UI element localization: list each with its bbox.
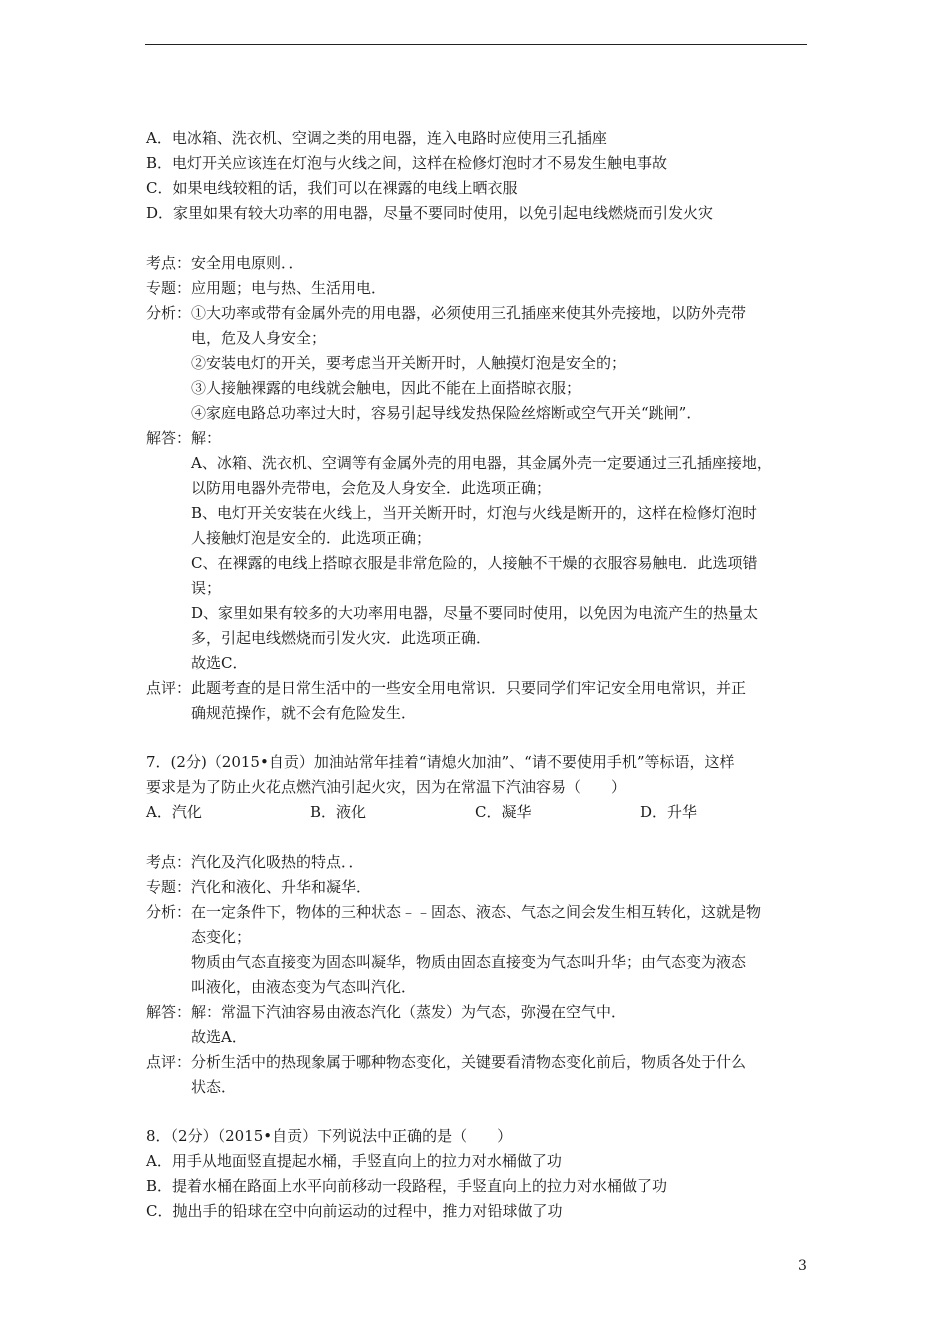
q6-jieda-line: 人接触灯泡是安全的．此选项正确； xyxy=(191,529,432,547)
header-rule xyxy=(145,44,807,45)
q6-option-c: C．如果电线较粗的话，我们可以在裸露的电线上晒衣服 xyxy=(146,179,518,197)
q6-jieda-head: 解答：解： xyxy=(146,429,222,447)
q7-option-a: A．汽化 xyxy=(146,803,202,821)
q7-fenxi-line: 物质由气态直接变为固态叫凝华，物质由固态直接变为气态叫升华；由气态变为液态 xyxy=(191,953,747,971)
q6-jieda-line: C、在裸露的电线上搭晾衣服是非常危险的，人接触不干燥的衣服容易触电．此选项错 xyxy=(191,554,758,572)
q6-fenxi-line: 电，危及人身安全； xyxy=(191,329,327,347)
q7-dianping-line: 点评：分析生活中的热现象属于哪种物态变化，关键要看清物态变化前后，物质各处于什么 xyxy=(146,1053,747,1071)
q6-jieda-line: B、电灯开关安装在火线上，当开关断开时，灯泡与火线是断开的，这样在检修灯泡时 xyxy=(191,504,758,522)
q7-stem-line: 要求是为了防止火花点燃汽油引起火灾，因为在常温下汽油容易（ ） xyxy=(146,778,627,796)
q6-kaodian: 考点：安全用电原则．． xyxy=(146,254,304,272)
q8-option-c: C．抛出手的铅球在空中向前运动的过程中，推力对铅球做了功 xyxy=(146,1202,563,1220)
q6-dianping-line: 确规范操作，就不会有危险发生． xyxy=(191,704,417,722)
q8-option-a: A．用手从地面竖直提起水桶，手竖直向上的拉力对水桶做了功 xyxy=(146,1152,562,1170)
q7-option-d: D．升华 xyxy=(640,803,698,821)
q6-jieda-line: D、家里如果有较多的大功率用电器，尽量不要同时使用，以免因为电流产生的热量太 xyxy=(191,604,759,622)
q6-dianping-line: 点评：此题考查的是日常生活中的一些安全用电常识．只要同学们牢记安全用电常识，并正 xyxy=(146,679,747,697)
q7-fenxi-line: 态变化； xyxy=(191,928,252,946)
q6-fenxi-line: 分析：①大功率或带有金属外壳的用电器，必须使用三孔插座来使其外壳接地，以防外壳带 xyxy=(146,304,747,322)
q6-option-a: A．电冰箱、洗衣机、空调之类的用电器，连入电路时应使用三孔插座 xyxy=(146,129,607,147)
q6-jieda-line: 故选C． xyxy=(191,654,248,672)
q7-dianping-line: 状态． xyxy=(191,1078,237,1096)
q7-stem-line: 7．(2分)（2015•自贡）加油站常年挂着“请熄火加油”、“请不要使用手机”等标语，这样 xyxy=(146,753,735,771)
q8-option-b: B．提着水桶在路面上水平向前移动一段路程，手竖直向上的拉力对水桶做了功 xyxy=(146,1177,668,1195)
q6-option-b: B．电灯开关应该连在灯泡与火线之间，这样在检修灯泡时才不易发生触电事故 xyxy=(146,154,668,172)
q6-jieda-line: 以防用电器外壳带电，会危及人身安全．此选项正确； xyxy=(191,479,552,497)
q7-fenxi-line: 分析：在一定条件下，物体的三种状态﹣﹣固态、液态、气态之间会发生相互转化，这就是物 xyxy=(146,903,762,921)
page-number: 3 xyxy=(798,1258,807,1274)
q7-fenxi-line: 叫液化，由液态变为气态叫汽化． xyxy=(191,978,417,996)
q7-option-c: C．凝华 xyxy=(475,803,532,821)
q6-jieda-line: A、冰箱、洗衣机、空调等有金属外壳的用电器，其金属外壳一定要通过三孔插座接地， xyxy=(191,454,772,472)
q6-fenxi-line: ②安装电灯的开关，要考虑当开关断开时，人触摸灯泡是安全的； xyxy=(191,354,627,372)
q6-jieda-line: 误； xyxy=(191,579,222,597)
q6-fenxi-line: ④家庭电路总功率过大时，容易引起导线发热保险丝熔断或空气开关“跳闸”． xyxy=(191,404,702,422)
q7-kaodian: 考点：汽化及汽化吸热的特点．． xyxy=(146,853,364,871)
q7-option-b: B．液化 xyxy=(310,803,367,821)
q6-fenxi-line: ③人接触裸露的电线就会触电，因此不能在上面搭晾衣服； xyxy=(191,379,582,397)
q6-option-d: D．家里如果有较大功率的用电器，尽量不要同时使用，以免引起电线燃烧而引发火灾 xyxy=(146,204,714,222)
q7-jieda-line: 故选A． xyxy=(191,1028,247,1046)
q7-zhuanti: 专题：汽化和液化、升华和凝华． xyxy=(146,878,372,896)
q6-jieda-line: 多，引起电线燃烧而引发火灾．此选项正确． xyxy=(191,629,492,647)
q8-stem: 8．（2分）（2015•自贡）下列说法中正确的是（ ） xyxy=(146,1127,513,1145)
q6-zhuanti: 专题：应用题；电与热、生活用电． xyxy=(146,279,387,297)
q7-jieda-line: 解答：解：常温下汽油容易由液态汽化（蒸发）为气态，弥漫在空气中． xyxy=(146,1003,627,1021)
